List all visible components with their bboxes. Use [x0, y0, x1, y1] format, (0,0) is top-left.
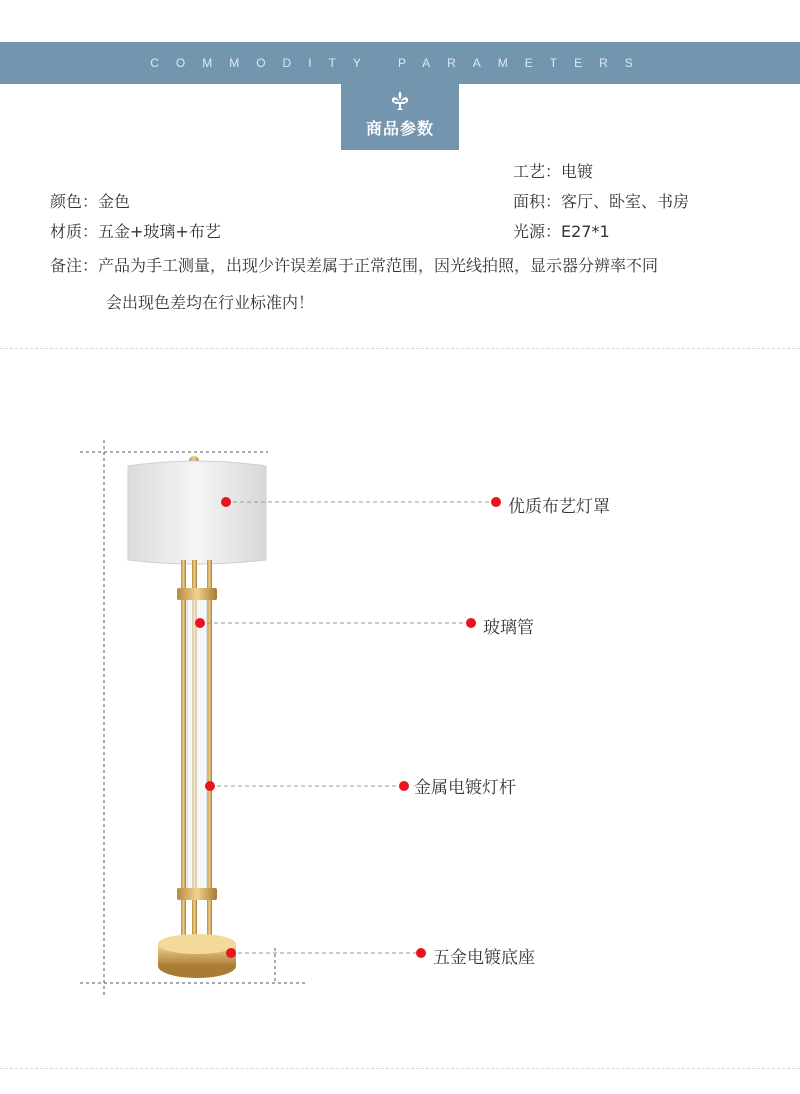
lamp-base-top: [158, 934, 236, 954]
param-material-value: 五金+玻璃+布艺: [98, 222, 221, 241]
shade-dot-end: [491, 497, 501, 507]
glass-dot-end: [466, 618, 476, 628]
param-note-line2: 会出现色差均在行业标准内！: [106, 293, 315, 312]
section-title: 商品参数: [365, 119, 434, 138]
base-dot-start: [226, 948, 236, 958]
callout-dots: [195, 497, 501, 958]
callout-pole-label: 金属电镀灯杆: [414, 778, 516, 798]
param-craft-value: 电镀: [561, 162, 594, 181]
param-area-label: 面积：: [513, 192, 562, 211]
param-light-value: E27*1: [561, 222, 610, 241]
param-light-label: 光源：: [513, 222, 562, 241]
callout-shade-label: 优质布艺灯罩: [508, 497, 610, 517]
param-color-value: 金色: [98, 192, 131, 211]
lamp-shade: [128, 461, 266, 564]
pole-dot-start: [205, 781, 215, 791]
pole-dot-end: [399, 781, 409, 791]
upper-collar: [177, 588, 217, 600]
param-craft-label: 工艺：: [513, 162, 562, 181]
param-note-label: 备注：: [50, 256, 99, 275]
glass-dot-start: [195, 618, 205, 628]
lower-collar: [177, 888, 217, 900]
callout-lines: [200, 502, 494, 953]
param-color-label: 颜色：: [50, 192, 99, 211]
banner-text: COMMODITY PARAMETERS: [150, 56, 650, 70]
lamp-glass-tube: [187, 598, 207, 890]
param-area-value: 客厅、卧室、书房: [561, 192, 690, 211]
param-note-line1: 产品为手工测量，出现少许误差属于正常范围，因光线拍照，显示器分辨率不同: [98, 256, 659, 275]
callout-base-label: 五金电镀底座: [433, 948, 535, 968]
base-dot-end: [416, 948, 426, 958]
callout-glass-label: 玻璃管: [483, 618, 534, 638]
shade-dot-start: [221, 497, 231, 507]
param-material-label: 材质：: [50, 222, 99, 241]
